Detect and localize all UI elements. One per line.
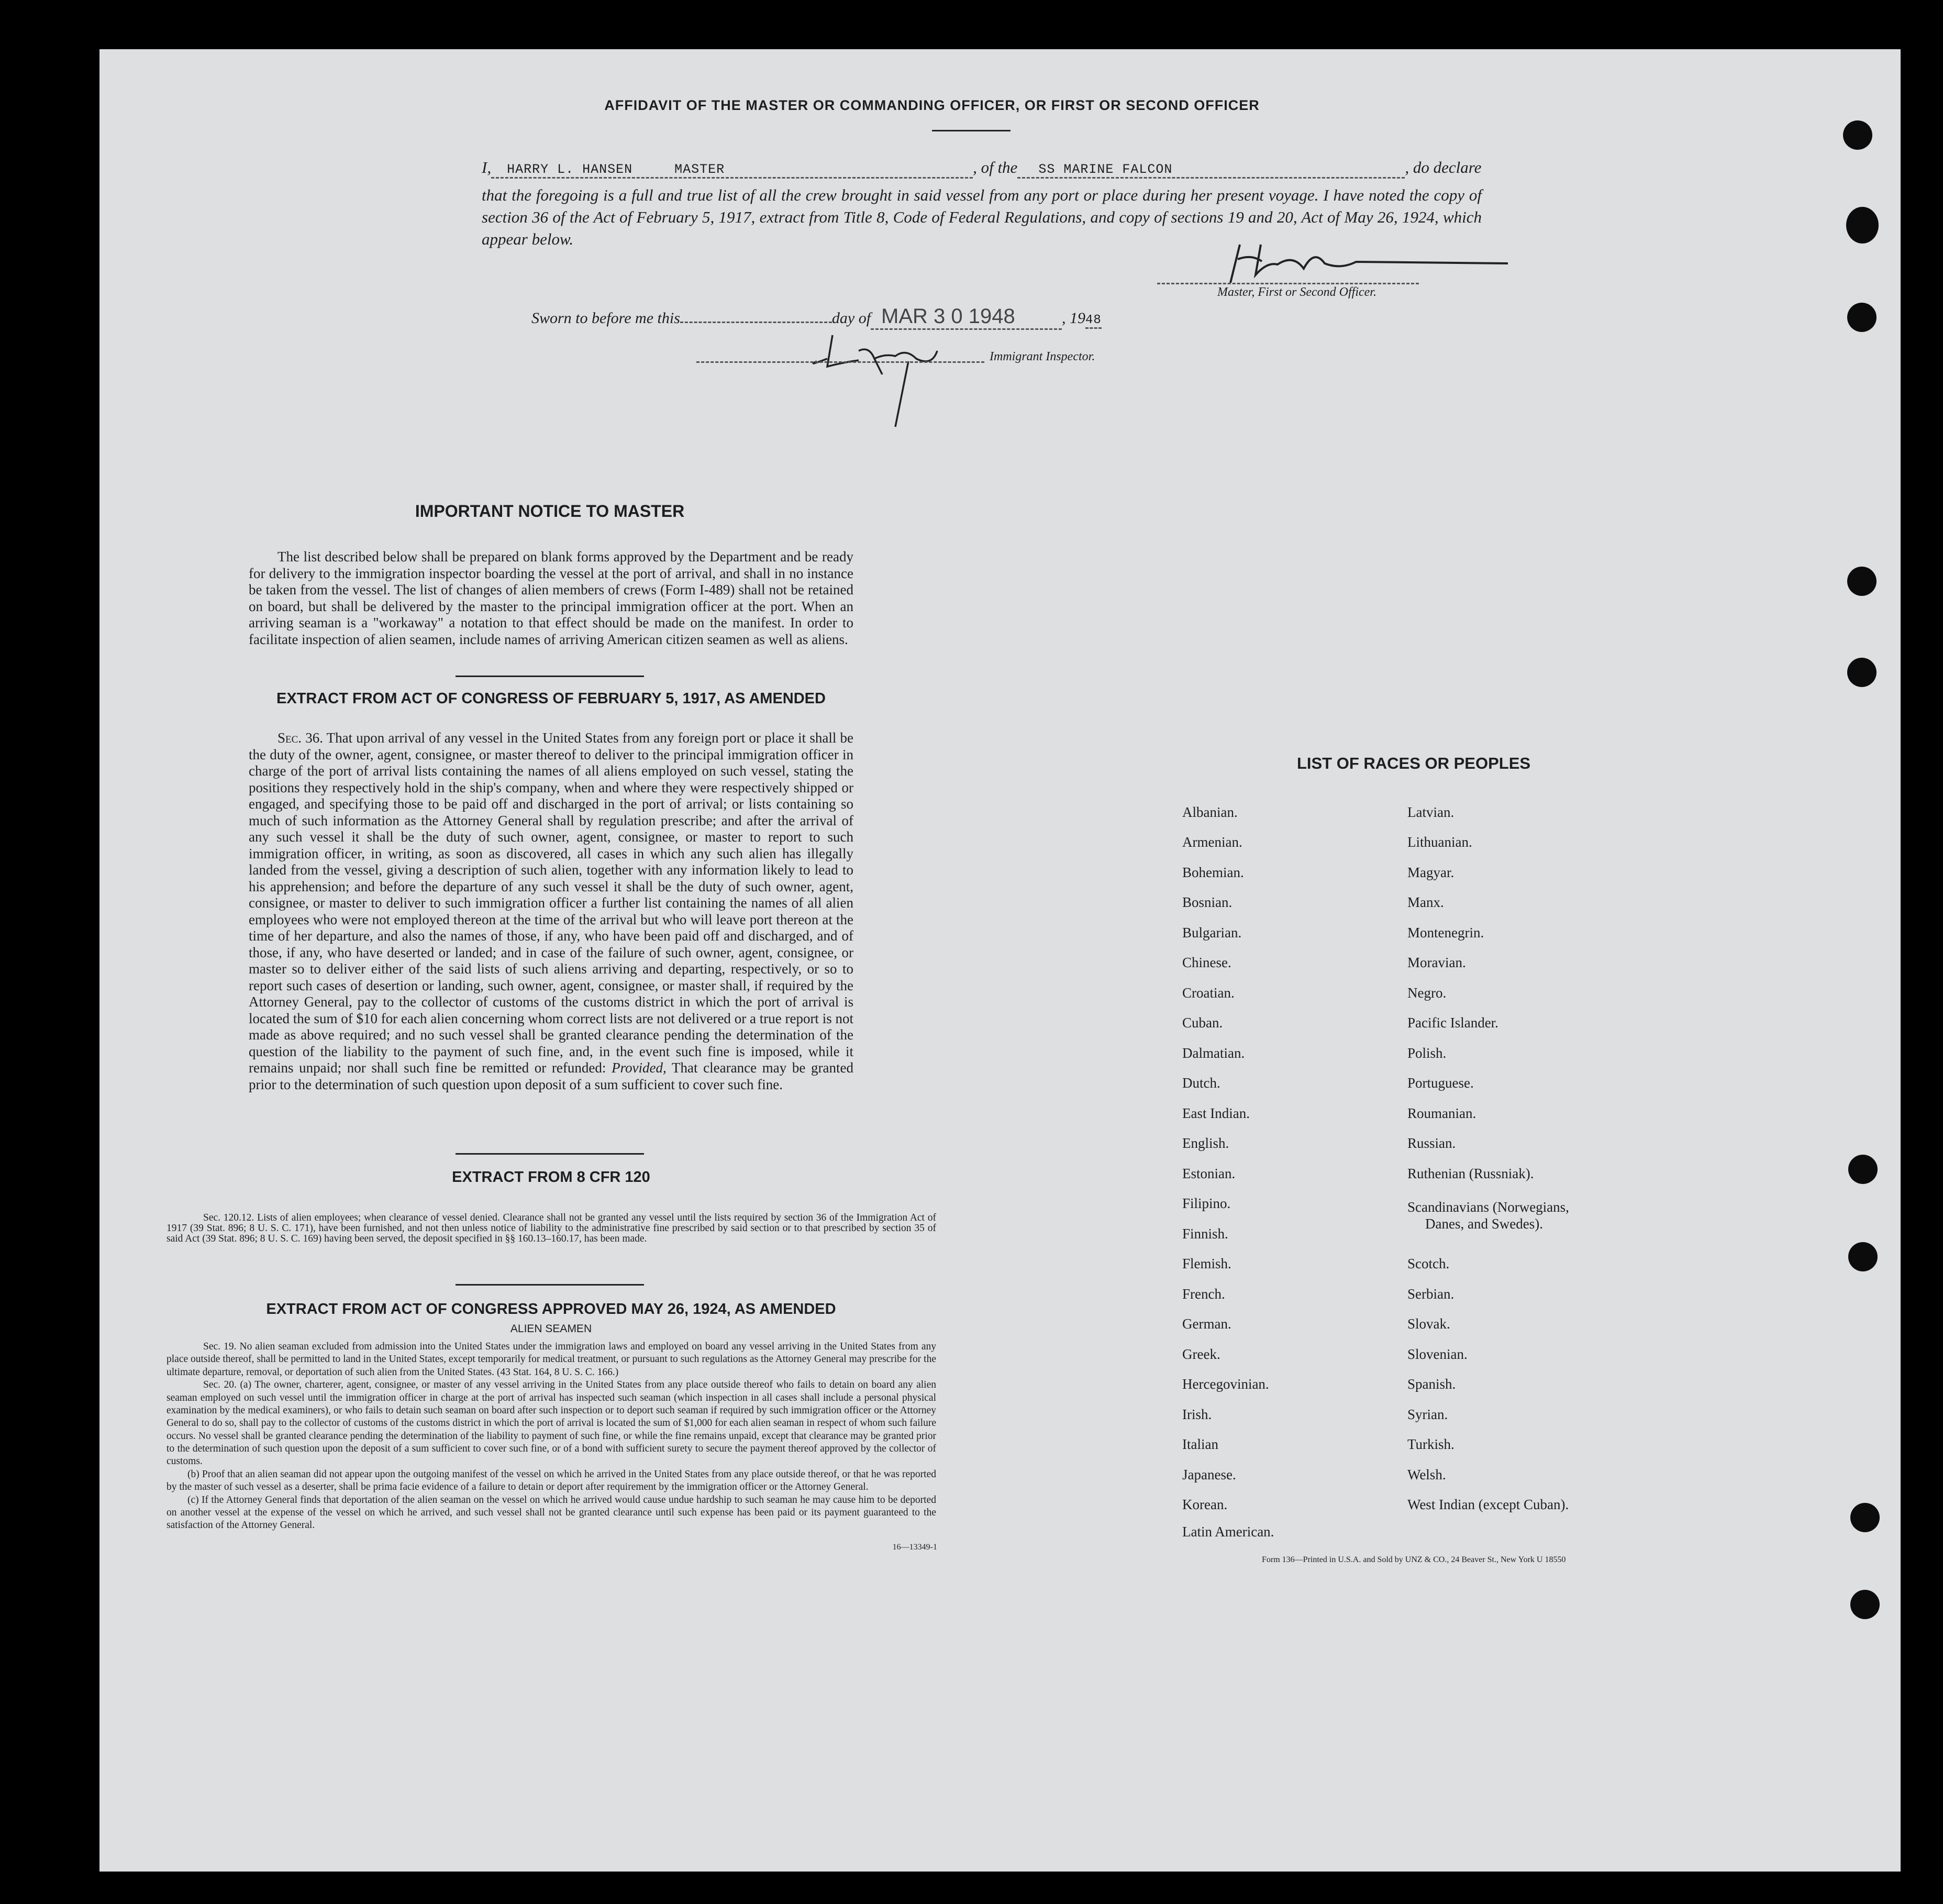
sec-36-text-b: That clearance may be granted prior to the determination of such question upon deposit of a sum sufficient to cover such fine. [249,1060,854,1092]
race-left: East Indian. [1182,1105,1250,1121]
extract-1917-rule [456,1153,644,1155]
race-right: West Indian (except Cuban). [1407,1497,1569,1512]
race-right: Roumanian. [1407,1105,1476,1121]
extract-cfr-rule [456,1284,644,1286]
race-left: Italian [1182,1436,1218,1452]
extract-cfr-title: EXTRACT FROM 8 CFR 120 [452,1169,650,1186]
race-left: Bulgarian. [1182,925,1242,940]
sec-36-provided: Provided, [612,1060,667,1076]
race-left: Latin American. [1182,1524,1274,1540]
race-left: French. [1182,1286,1225,1302]
sec-20c-text: (c) If the Attorney General finds that deportation of the alien seaman on the vessel on which he arrived would cause undue hardship to such seaman he may cause him to be deported on another vessel at the expense of the vessel on which he arrived, and such vessel shall not be granted clearance until such expense has been paid or its payment guaranteed to the satisfaction of the Attorney General. [166,1494,936,1531]
sworn-prefix: Sworn to before me this [531,309,680,327]
race-right: Slovak. [1407,1316,1450,1332]
sec-36-label: Sec. 36. [277,730,323,746]
affidavit-title-rule [932,130,1011,131]
race-left: Greek. [1182,1346,1220,1362]
race-left: Chinese. [1182,955,1231,970]
punch-hole [1843,120,1872,150]
race-right: Scotch. [1407,1256,1450,1271]
race-left: Flemish. [1182,1256,1231,1271]
race-right: Montenegrin. [1407,925,1484,940]
affidavit-do-declare: , do declare [1405,158,1482,176]
sec-20b-text: (b) Proof that an alien seaman did not appear upon the outgoing manifest of the vessel on which he arrived in the United States from any place outside thereof, or that he was reported by the master of such vessel as a deserter, shall be prima facie evidence of a failure to detain or deport after requirement by the immigration officer or the Attorney General. [166,1468,936,1493]
punch-hole [1850,1590,1880,1619]
officer-label: Master, First or Second Officer. [1217,285,1376,299]
notice-rule [456,676,644,677]
race-right: Welsh. [1407,1467,1446,1482]
races-title: LIST OF RACES OR PEOPLES [1296,754,1531,772]
race-left: Armenian. [1182,834,1242,850]
affidavit-of-the: , of the [973,158,1018,176]
extract-cfr-body: Sec. 120.12. Lists of alien employees; when clearance of vessel denied. Clearance shall not be granted any vessel until the lists required by section 36 of the Immigration Act of 1917 (39 Stat. 896; 8 U. S. C. 171), have been furnished, and not then unless notice of liability to the administrative fine prescribed by said section or to that prescribed by section 35 of said Act (39 Stat. 896; 8 U. S. C. 169) having been served, the deposit specified in §§ 160.13–160.17, has been made. [166,1212,936,1244]
sec-19-text: Sec. 19. No alien seaman excluded from admission into the United States under the immigration laws and employed on board any vessel arriving in the United States from any place outside thereof, shall be permitted to land in the United States, except temporarily for medical treatment, or pursuant to such regulations as the Attorney General may prescribe for the ultimate departure, removal, or deportation of such alien from the United States. (43 Stat. 164, 8 U. S. C. 166.) [166,1341,936,1378]
race-right: Moravian. [1407,955,1466,970]
sec-36-text-a: That upon arrival of any vessel in the United States from any foreign port or place it shall be the duty of the owner, agent, consignee, or master thereof to deliver to the principal immigration officer in charge of the port of arrival lists containing the names of all aliens employed on such vessel, stating the positions they respectively hold in the ship's company, when and where they were respectively shipped or engaged, and specifying those to be paid off and discharged in the port of arrival; or lists containing so much of such information as the Attorney General shall by regulation prescribe; and after the arrival of any such vessel it shall be the duty of such owner, agent, consignee, or master to report to such immigration officer, in writing, as soon as discovered, all cases in which any such alien has illegally landed from the vessel, giving a description of such alien, together with any information likely to lead to his apprehension; and before the departure of any such vessel it shall be the duty of such owner, agent, consignee, or master to deliver to such immigration officer a further list containing the names of all alien employees who were not employed thereon at the time of the arrival but who will leave port thereon at the time of her departure, and also the names of those, if any, who have been paid off and discharged, and of those, if any, who have deserted or landed; and in case of the failure of such owner, agent, consignee, or master so to deliver either of the said lists of such aliens arriving and departing, respectively, or so to report such cases of desertion or landing, such owner, agent, consignee, or master shall, if required by the Attorney General, pay to the collector of customs of the customs district in which the port of arrival is located the sum of $10 for each alien concerning whom correct lists are not delivered or a true report is not made as above required; and no such vessel shall be granted clearance pending the determination of the question of the liability to the payment of such fine, and, in the event such fine is imposed, while it remains unpaid; nor shall such fine be remitted or refunded: [249,730,853,1076]
sworn-day-field [680,322,832,323]
punch-hole [1847,567,1877,596]
master-signature [1215,238,1508,288]
race-left: Croatian. [1182,985,1235,1001]
year-field: 48 [1085,313,1102,329]
sworn-date-stamp: MAR 3 0 1948 [871,305,1062,330]
race-left: Cuban. [1182,1015,1223,1031]
race-right: Latvian. [1407,804,1455,820]
sec-20a-text: Sec. 20. (a) The owner, charterer, agent, consignee, or master of any vessel arriving in the United States from any place outside thereof who fails to detain on board any alien seaman employed on such vessel until the immigration officer in charge at the port of arrival has inspected such seaman (which inspection in all cases shall include a personal physical examination by the medical examiners), or who fails to detain such seaman on board after such inspection or to deport such seaman if required by such immigration officer or the Attorney General to do so, shall pay to the collector of customs of the customs district in which the port of arrival is located the sum of $1,000 for each alien seaman in respect of whom such failure occurs. No vessel shall be granted clearance pending the determination of the liability to payment of such fine, or while the fine remains unpaid, except that clearance may be granted prior to the determination of such question upon the deposit of a sum sufficient to cover such fine, or of a bond with sufficient surety to secure the payment thereof approved by the collector of customs. [166,1379,936,1467]
race-left: Korean. [1182,1497,1228,1512]
race-right: Slovenian. [1407,1346,1468,1362]
affidavit-statement: that the foregoing is a full and true list of all the crew brought in said vessel from any port or place during her present voyage. I have noted the copy of section 36 of the Act of February 5, 1917, extract from Title 8, Code of Federal Regulations, and copy of sections 19 and 20, Act of May 26, 1924, which appear below. [482,186,1482,248]
master-signature-line [1157,283,1419,284]
race-left: English. [1182,1135,1229,1151]
punch-hole [1847,303,1877,332]
extract-1924-subtitle: ALIEN SEAMEN [510,1323,592,1335]
race-left: Bosnian. [1182,894,1233,910]
affidavit-title: AFFIDAVIT OF THE MASTER OR COMMANDING OFFICER, OR FIRST OR SECOND OFFICER [604,97,1260,113]
affidavit-declaration-line [482,158,1482,179]
race-right: Pacific Islander. [1407,1015,1498,1031]
printer-footer: Form 136—Printed in U.S.A. and Sold by UNZ & CO., 24 Beaver St., New York U 18550 [1262,1555,1566,1564]
inspector-signature-line [696,361,984,363]
race-left: Albanian. [1182,804,1238,820]
race-right: Turkish. [1407,1436,1455,1452]
inspector-signature [796,330,984,429]
race-left: Finnish. [1182,1226,1228,1242]
punch-hole [1846,207,1879,243]
race-right: Scandinavians (Norwegians, [1407,1199,1569,1215]
day-of-label: day of [831,309,871,327]
race-right-continuation: Danes, and Swedes). [1425,1216,1543,1232]
race-left: Dutch. [1182,1075,1220,1091]
punch-hole [1847,658,1877,687]
punch-hole [1848,1242,1878,1271]
race-right: Spanish. [1407,1376,1456,1392]
extract-1924-title: EXTRACT FROM ACT OF CONGRESS APPROVED MAY 26, 1924, AS AMENDED [266,1301,836,1318]
race-left: German. [1182,1316,1231,1332]
punch-hole [1850,1503,1880,1532]
notice-title: IMPORTANT NOTICE TO MASTER [415,502,685,521]
race-left: Estonian. [1182,1166,1236,1181]
extract-1924-form-number: 16—13349-1 [892,1543,937,1552]
punch-hole [1848,1155,1878,1184]
race-right: Polish. [1407,1045,1447,1061]
race-left: Filipino. [1182,1195,1231,1211]
race-left: Japanese. [1182,1467,1236,1482]
sworn-line [531,305,1186,330]
inspector-label: Immigrant Inspector. [990,350,1095,363]
affidavit-i-prefix: I, [482,158,492,176]
race-right: Lithuanian. [1407,834,1472,850]
race-right: Ruthenian (Russniak). [1407,1166,1534,1181]
race-left: Irish. [1182,1407,1212,1422]
notice-body: The list described below shall be prepared on blank forms approved by the Department and be ready for delivery to the immigration inspector boarding the vessel at the port of arrival, and shall in no instance be taken from the vessel. The list of changes of alien members of crews (Form I-489) shall not be retained on board, but shall be delivered by the master to the principal immigration officer at the port. When an arriving seaman is a "workaway" a notation to that effect should be made on the manifest. In order to facilitate inspection of alien seamen, include names of arriving American citizen seamen as well as aliens. [249,549,853,647]
race-right: Portuguese. [1407,1075,1474,1091]
race-left: Hercegovinian. [1182,1376,1269,1392]
year-prefix: , 19 [1062,309,1086,327]
race-right: Manx. [1407,894,1444,910]
extract-1924-body [166,1341,936,1532]
race-right: Russian. [1407,1135,1456,1151]
extract-1917-title: EXTRACT FROM ACT OF CONGRESS OF FEBRUARY 5, 1917, AS AMENDED [276,690,826,707]
race-right: Serbian. [1407,1286,1455,1302]
extract-1917-body [249,730,853,1093]
master-name-field: HARRY L. HANSEN MASTER [491,162,973,179]
race-left: Bohemian. [1182,865,1244,880]
vessel-name-field: SS MARINE FALCON [1017,162,1405,179]
race-right: Magyar. [1407,865,1455,880]
race-left: Dalmatian. [1182,1045,1245,1061]
race-right: Syrian. [1407,1407,1448,1422]
race-right: Negro. [1407,985,1447,1001]
